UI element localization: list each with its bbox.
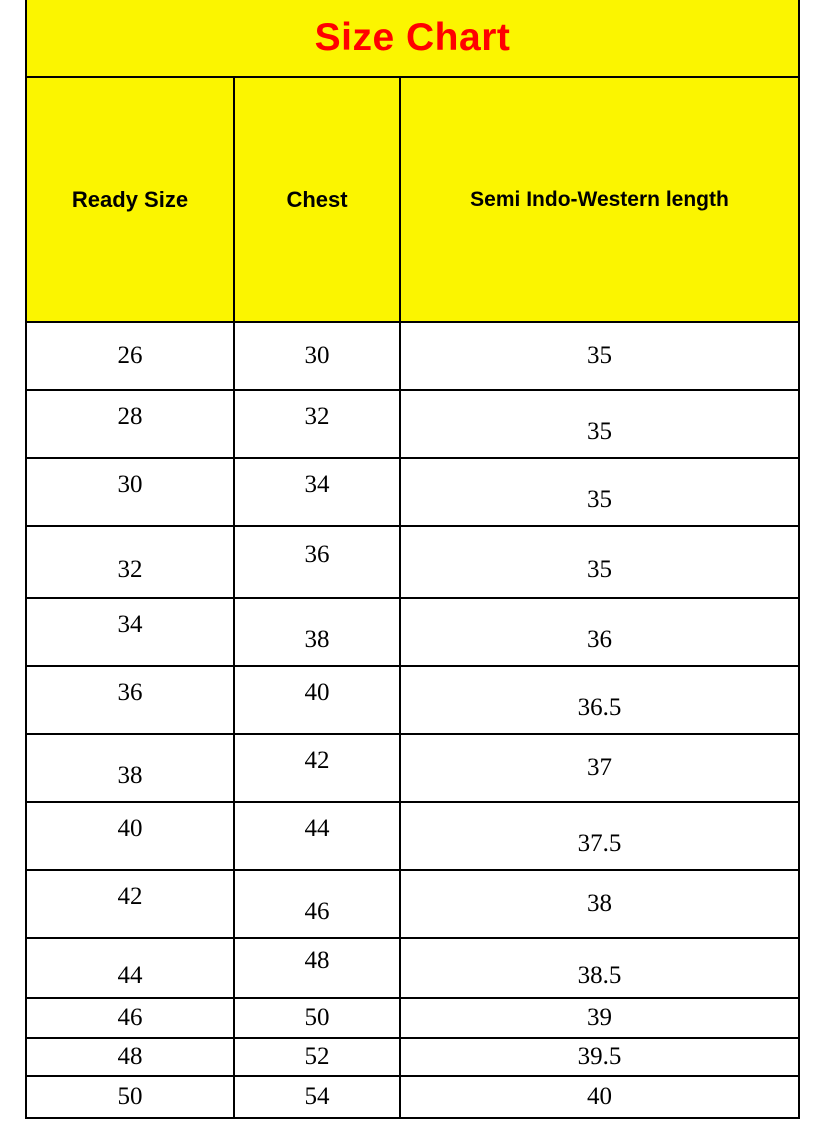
size-chart-table bbox=[25, 0, 800, 1119]
cell-chest bbox=[234, 526, 400, 598]
cell-value: 50 bbox=[304, 1004, 330, 1031]
column-header-ready-size: Ready Size bbox=[26, 77, 234, 322]
cell-ready-size bbox=[26, 1076, 234, 1118]
cell-value: 52 bbox=[304, 1043, 330, 1070]
cell-value: 36.5 bbox=[577, 694, 622, 721]
cell-chest bbox=[234, 666, 400, 734]
cell-length bbox=[400, 870, 799, 938]
cell-value: 40 bbox=[587, 1083, 612, 1110]
title-row bbox=[26, 0, 799, 77]
cell-ready-size bbox=[26, 938, 234, 998]
cell-value: 40 bbox=[117, 815, 143, 842]
cell-value: 46 bbox=[304, 898, 330, 925]
cell-chest bbox=[234, 390, 400, 458]
cell-value: 46 bbox=[117, 1004, 143, 1031]
table-row bbox=[26, 666, 799, 734]
cell-length bbox=[400, 598, 799, 666]
cell-value: 44 bbox=[117, 962, 143, 989]
cell-value: 40 bbox=[304, 679, 330, 706]
cell-length bbox=[400, 390, 799, 458]
cell-length bbox=[400, 998, 799, 1038]
table-row bbox=[26, 998, 799, 1038]
cell-value: 36 bbox=[587, 626, 612, 653]
cell-value: 35 bbox=[587, 342, 612, 369]
cell-ready-size bbox=[26, 666, 234, 734]
table-row bbox=[26, 526, 799, 598]
cell-chest bbox=[234, 1038, 400, 1076]
cell-ready-size bbox=[26, 802, 234, 870]
cell-length bbox=[400, 526, 799, 598]
cell-value: 28 bbox=[117, 403, 143, 430]
cell-ready-size bbox=[26, 870, 234, 938]
cell-chest bbox=[234, 598, 400, 666]
cell-value: 34 bbox=[304, 471, 330, 498]
cell-value: 54 bbox=[304, 1083, 330, 1110]
cell-value: 39 bbox=[587, 1004, 612, 1031]
cell-chest bbox=[234, 870, 400, 938]
cell-value: 39.5 bbox=[577, 1043, 622, 1070]
header-row bbox=[26, 77, 799, 322]
cell-ready-size bbox=[26, 734, 234, 802]
cell-length bbox=[400, 802, 799, 870]
cell-value: 48 bbox=[117, 1043, 143, 1070]
table-row bbox=[26, 390, 799, 458]
cell-ready-size bbox=[26, 458, 234, 526]
cell-value: 42 bbox=[117, 883, 143, 910]
cell-ready-size bbox=[26, 1038, 234, 1076]
cell-length bbox=[400, 458, 799, 526]
cell-value: 37.5 bbox=[577, 830, 622, 857]
cell-chest bbox=[234, 458, 400, 526]
cell-length bbox=[400, 322, 799, 390]
cell-value: 37 bbox=[587, 754, 612, 781]
table-row bbox=[26, 870, 799, 938]
cell-value: 38 bbox=[117, 762, 143, 789]
cell-length bbox=[400, 1038, 799, 1076]
table-row bbox=[26, 734, 799, 802]
table-row bbox=[26, 322, 799, 390]
cell-chest bbox=[234, 938, 400, 998]
cell-value: 34 bbox=[117, 611, 143, 638]
cell-value: 30 bbox=[304, 342, 330, 369]
size-chart-container bbox=[25, 0, 800, 1119]
cell-ready-size bbox=[26, 526, 234, 598]
cell-length bbox=[400, 666, 799, 734]
table-row bbox=[26, 458, 799, 526]
cell-length bbox=[400, 938, 799, 998]
cell-value: 32 bbox=[304, 403, 330, 430]
cell-chest bbox=[234, 734, 400, 802]
cell-value: 36 bbox=[304, 541, 330, 568]
cell-chest bbox=[234, 998, 400, 1038]
cell-value: 38.5 bbox=[577, 962, 622, 989]
cell-value: 42 bbox=[304, 747, 330, 774]
cell-ready-size bbox=[26, 322, 234, 390]
cell-value: 44 bbox=[304, 815, 330, 842]
cell-value: 32 bbox=[117, 556, 143, 583]
cell-value: 35 bbox=[587, 418, 612, 445]
cell-ready-size bbox=[26, 390, 234, 458]
table-row bbox=[26, 802, 799, 870]
cell-ready-size bbox=[26, 998, 234, 1038]
cell-value: 50 bbox=[117, 1083, 143, 1110]
column-header-semi-indo-western-length: Semi Indo-Western length bbox=[400, 77, 799, 322]
column-header-chest: Chest bbox=[234, 77, 400, 322]
cell-value: 38 bbox=[587, 890, 612, 917]
cell-chest bbox=[234, 322, 400, 390]
table-row bbox=[26, 598, 799, 666]
cell-length bbox=[400, 734, 799, 802]
cell-value: 48 bbox=[304, 947, 330, 974]
cell-length bbox=[400, 1076, 799, 1118]
cell-value: 30 bbox=[117, 471, 143, 498]
table-row bbox=[26, 1038, 799, 1076]
cell-value: 26 bbox=[117, 342, 143, 369]
cell-value: 35 bbox=[587, 486, 612, 513]
cell-chest bbox=[234, 1076, 400, 1118]
table-row bbox=[26, 938, 799, 998]
table-row bbox=[26, 1076, 799, 1118]
cell-value: 38 bbox=[304, 626, 330, 653]
cell-value: 36 bbox=[117, 679, 143, 706]
chart-title: Size Chart bbox=[26, 0, 799, 77]
cell-ready-size bbox=[26, 598, 234, 666]
cell-chest bbox=[234, 802, 400, 870]
cell-value: 35 bbox=[587, 556, 612, 583]
